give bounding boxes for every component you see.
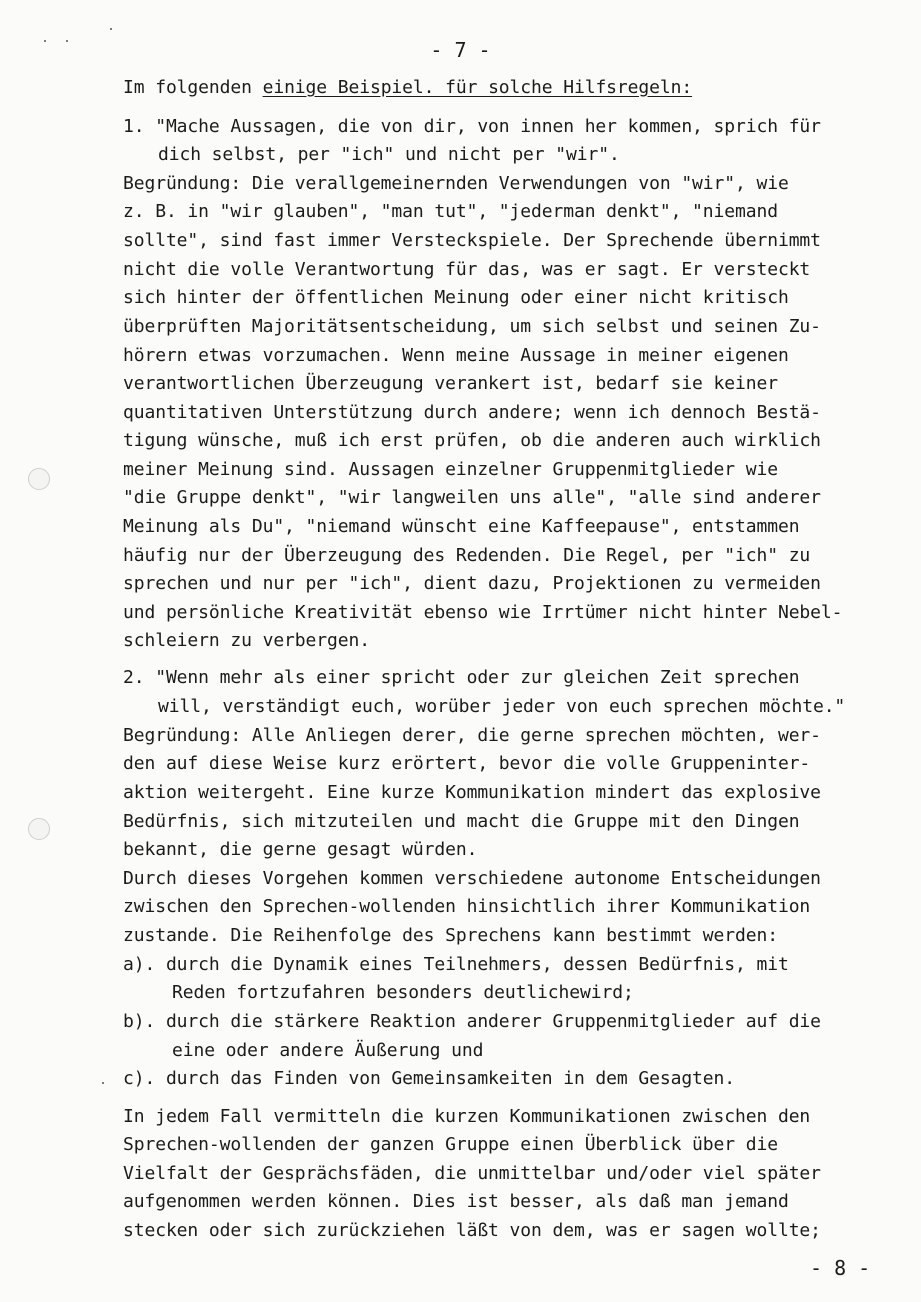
text-line: Sprechen-wollenden der ganzen Gruppe einen Überblick über die [123,1134,778,1155]
text-line: c). durch das Finden von Gemeinsamkeiten in dem Gesagten. [123,1068,736,1089]
text-line: meiner Meinung sind. Aussagen einzelner Gruppenmitglieder wie [123,459,778,480]
intro-prefix: Im folgenden [123,77,263,98]
text-line: will, verständigt euch, worüber jeder von euch sprechen möchte." [158,696,846,717]
text-line: verantwortlichen Überzeugung verankert ist, bedarf sie keiner [123,373,778,394]
text-line: und persönliche Kreativität ebenso wie Irrtümer nicht hinter Nebel- [123,602,843,623]
text-line: dich selbst, per "ich" und nicht per "wir". [158,144,620,165]
text-line: Durch dieses Vorgehen kommen verschiedene autonome Entscheidungen [123,868,821,889]
text-line: quantitativen Unterstützung durch andere; wenn ich dennoch Bestä- [123,402,821,423]
text-line: schleiern zu verbergen. [123,630,370,651]
text-line: sprechen und nur per "ich", dient dazu, Projektionen zu vermeiden [123,573,821,594]
punch-hole [28,468,50,490]
paper-speck [110,28,112,30]
text-line: zustande. Die Reihenfolge des Sprechens kann bestimmt werden: [123,925,778,946]
text-line: Reden fortzufahren besonders deutlichewird; [172,982,634,1003]
text-line: Bedürfnis, sich mitzuteilen und macht die Gruppe mit den Dingen [123,811,800,832]
text-line: Meinung als Du", "niemand wünscht eine Kaffeepause", entstammen [123,516,800,537]
text-line: hörern etwas vorzumachen. Wenn meine Aussage in meiner eigenen [123,345,789,366]
text-line: z. B. in "wir glauben", "man tut", "jederman denkt", "niemand [123,201,778,222]
text-line: sollte", sind fast immer Versteckspiele. Der Sprechende übernimmt [123,230,821,251]
text-line: zwischen den Sprechen-wollenden hinsichtlich ihrer Kommunikation [123,896,811,917]
text-line: aufgenommen werden können. Dies ist besser, als daß man jemand [123,1191,789,1212]
text-line: sich hinter der öffentlichen Meinung oder einer nicht kritisch [123,287,789,308]
page-number-header: - 7 - [430,38,491,62]
text-line: bekannt, die gerne gesagt würden. [123,839,478,860]
text-line: aktion weitergeht. Eine kurze Kommunikation mindert das explosive [123,782,821,803]
text-line: den auf diese Weise kurz erörtert, bevor die volle Gruppeninter- [123,753,811,774]
text-line: Vielfalt der Gesprächsfäden, die unmittelbar und/oder viel später [123,1163,821,1184]
text-line: überprüften Majoritätsentscheidung, um sich selbst und seinen Zu- [123,316,821,337]
next-page-number: - 8 - [810,1256,871,1280]
text-line: a). durch die Dynamik eines Teilnehmers, dessen Bedürfnis, mit [123,954,789,975]
intro-line [123,78,871,98]
punch-hole [28,818,50,840]
paper-speck [102,1082,104,1084]
text-line: tigung wünsche, muß ich erst prüfen, ob die anderen auch wirklich [123,430,821,451]
text-line: b). durch die stärkere Reaktion anderer Gruppenmitglieder auf die [123,1011,821,1032]
text-line: In jedem Fall vermitteln die kurzen Kommunikationen zwischen den [123,1106,811,1127]
text-line: eine oder andere Äußerung und [172,1040,484,1061]
text-line: stecken oder sich zurückziehen läßt von dem, was er sagen wollte; [123,1220,821,1241]
intro-underlined: einige Beispiel. für solche Hilfsregeln: [262,77,693,98]
text-line: 1. "Mache Aussagen, die von dir, von innen her kommen, sprich für [123,116,821,137]
text-line: häufig nur der Überzeugung des Redenden. Die Regel, per "ich" zu [123,545,811,566]
text-line: Begründung: Die verallgemeinernden Verwendungen von "wir", wie [123,173,789,194]
text-line: Begründung: Alle Anliegen derer, die gerne sprechen möchten, wer- [123,725,821,746]
text-line: 2. "Wenn mehr als einer spricht oder zur gleichen Zeit sprechen [123,667,800,688]
text-line: "die Gruppe denkt", "wir langweilen uns alle", "alle sind anderer [123,487,821,508]
text-line: nicht die volle Verantwortung für das, was er sagt. Er versteckt [123,259,811,280]
